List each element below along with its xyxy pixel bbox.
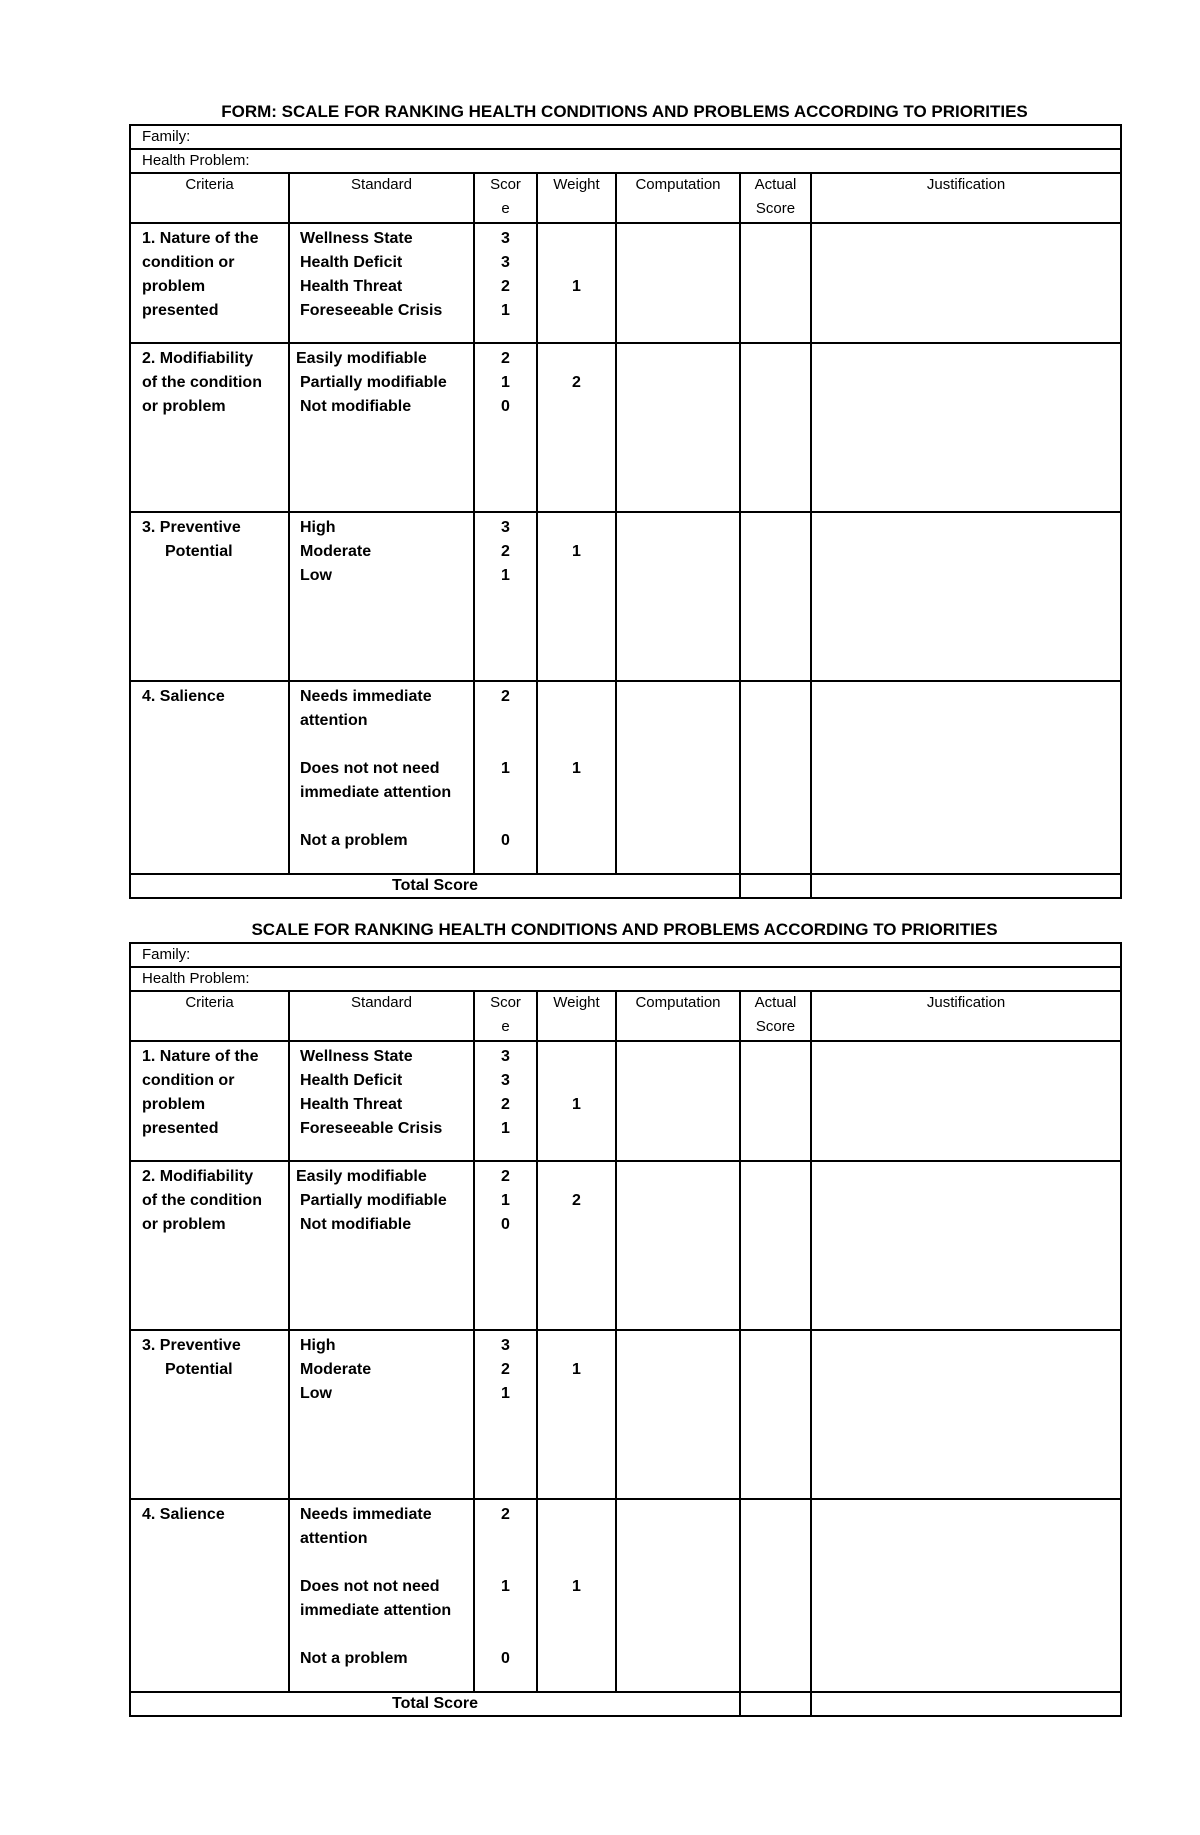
criterion-name: 4. Salience xyxy=(130,681,289,874)
header-score: Scor e xyxy=(474,173,537,223)
header-computation: Computation xyxy=(616,991,740,1041)
actual-score-cell[interactable] xyxy=(740,681,811,874)
weight-value: 2 xyxy=(537,343,616,512)
standard-list: High Moderate Low xyxy=(289,1330,474,1499)
standard-list: Needs immediate attention Does not not need immediate attention Not a problem xyxy=(289,1499,474,1692)
total-score-cell[interactable] xyxy=(740,874,811,898)
total-score-label: Total Score xyxy=(130,1692,740,1716)
weight-value: 1 xyxy=(537,512,616,681)
header-computation: Computation xyxy=(616,173,740,223)
score-list: 3 3 2 1 xyxy=(474,223,537,343)
criterion-name: 4. Salience xyxy=(130,1499,289,1692)
justification-cell[interactable] xyxy=(811,1041,1121,1161)
justification-cell[interactable] xyxy=(811,681,1121,874)
actual-score-cell[interactable] xyxy=(740,223,811,343)
ranking-form-2 xyxy=(129,918,1120,1717)
computation-cell[interactable] xyxy=(616,1499,740,1692)
weight-value: 1 xyxy=(537,1041,616,1161)
criterion-name: 2. Modifiability of the condition or problem xyxy=(130,343,289,512)
header-actual-score: Actual Score xyxy=(740,991,811,1041)
justification-cell[interactable] xyxy=(811,343,1121,512)
total-score-cell[interactable] xyxy=(740,1692,811,1716)
header-standard: Standard xyxy=(289,991,474,1041)
justification-cell[interactable] xyxy=(811,223,1121,343)
header-weight: Weight xyxy=(537,173,616,223)
standard-list: High Moderate Low xyxy=(289,512,474,681)
standard-list: Needs immediate attention Does not not need immediate attention Not a problem xyxy=(289,681,474,874)
header-criteria: Criteria xyxy=(130,991,289,1041)
header-justification: Justification xyxy=(811,173,1121,223)
justification-cell[interactable] xyxy=(811,1330,1121,1499)
criterion-row xyxy=(130,1499,1121,1692)
standard-list: Wellness State Health Deficit Health Threat Foreseeable Crisis xyxy=(289,223,474,343)
score-list: 3 2 1 xyxy=(474,512,537,681)
health-problem-field[interactable]: Health Problem: xyxy=(130,149,1121,173)
form-title: FORM: SCALE FOR RANKING HEALTH CONDITIONS AND PROBLEMS ACCORDING TO PRIORITIES xyxy=(221,102,1028,121)
criterion-row xyxy=(130,512,1121,681)
weight-value: 1 xyxy=(537,223,616,343)
weight-value: 2 xyxy=(537,1161,616,1330)
ranking-table xyxy=(129,942,1122,1717)
standard-list: Easily modifiable Partially modifiable Not modifiable xyxy=(289,1161,474,1330)
computation-cell[interactable] xyxy=(616,1330,740,1499)
actual-score-cell[interactable] xyxy=(740,343,811,512)
score-list: 2 1 0 xyxy=(474,1161,537,1330)
criterion-row xyxy=(130,223,1121,343)
criterion-name: 2. Modifiability of the condition or problem xyxy=(130,1161,289,1330)
family-field[interactable]: Family: xyxy=(130,125,1121,149)
score-list: 3 3 2 1 xyxy=(474,1041,537,1161)
standard-list: Easily modifiable Partially modifiable Not modifiable xyxy=(289,343,474,512)
header-justification: Justification xyxy=(811,991,1121,1041)
family-field[interactable]: Family: xyxy=(130,943,1121,967)
weight-value: 1 xyxy=(537,1499,616,1692)
actual-score-cell[interactable] xyxy=(740,1499,811,1692)
header-score: Scor e xyxy=(474,991,537,1041)
criterion-row xyxy=(130,1161,1121,1330)
score-list: 3 2 1 xyxy=(474,1330,537,1499)
score-list: 2 1 0 xyxy=(474,681,537,874)
criterion-name: 3. Preventive Potential xyxy=(130,512,289,681)
total-justification-cell[interactable] xyxy=(811,874,1121,898)
computation-cell[interactable] xyxy=(616,681,740,874)
justification-cell[interactable] xyxy=(811,1499,1121,1692)
criterion-name: 1. Nature of the condition or problem presented xyxy=(130,223,289,343)
computation-cell[interactable] xyxy=(616,223,740,343)
criterion-row xyxy=(130,1041,1121,1161)
score-list: 2 1 0 xyxy=(474,1499,537,1692)
standard-list: Wellness State Health Deficit Health Threat Foreseeable Crisis xyxy=(289,1041,474,1161)
criterion-row xyxy=(130,1330,1121,1499)
justification-cell[interactable] xyxy=(811,1161,1121,1330)
ranking-form-1 xyxy=(129,100,1120,899)
total-justification-cell[interactable] xyxy=(811,1692,1121,1716)
computation-cell[interactable] xyxy=(616,1161,740,1330)
criterion-name: 3. Preventive Potential xyxy=(130,1330,289,1499)
header-weight: Weight xyxy=(537,991,616,1041)
criterion-name: 1. Nature of the condition or problem presented xyxy=(130,1041,289,1161)
score-list: 2 1 0 xyxy=(474,343,537,512)
total-score-label: Total Score xyxy=(130,874,740,898)
header-criteria: Criteria xyxy=(130,173,289,223)
computation-cell[interactable] xyxy=(616,512,740,681)
computation-cell[interactable] xyxy=(616,343,740,512)
justification-cell[interactable] xyxy=(811,512,1121,681)
actual-score-cell[interactable] xyxy=(740,1041,811,1161)
header-standard: Standard xyxy=(289,173,474,223)
health-problem-field[interactable]: Health Problem: xyxy=(130,967,1121,991)
form-title: SCALE FOR RANKING HEALTH CONDITIONS AND PROBLEMS ACCORDING TO PRIORITIES xyxy=(251,920,998,939)
weight-value: 1 xyxy=(537,1330,616,1499)
weight-value: 1 xyxy=(537,681,616,874)
criterion-row xyxy=(130,343,1121,512)
actual-score-cell[interactable] xyxy=(740,1161,811,1330)
actual-score-cell[interactable] xyxy=(740,1330,811,1499)
header-actual-score: Actual Score xyxy=(740,173,811,223)
ranking-table xyxy=(129,124,1122,899)
actual-score-cell[interactable] xyxy=(740,512,811,681)
criterion-row xyxy=(130,681,1121,874)
computation-cell[interactable] xyxy=(616,1041,740,1161)
